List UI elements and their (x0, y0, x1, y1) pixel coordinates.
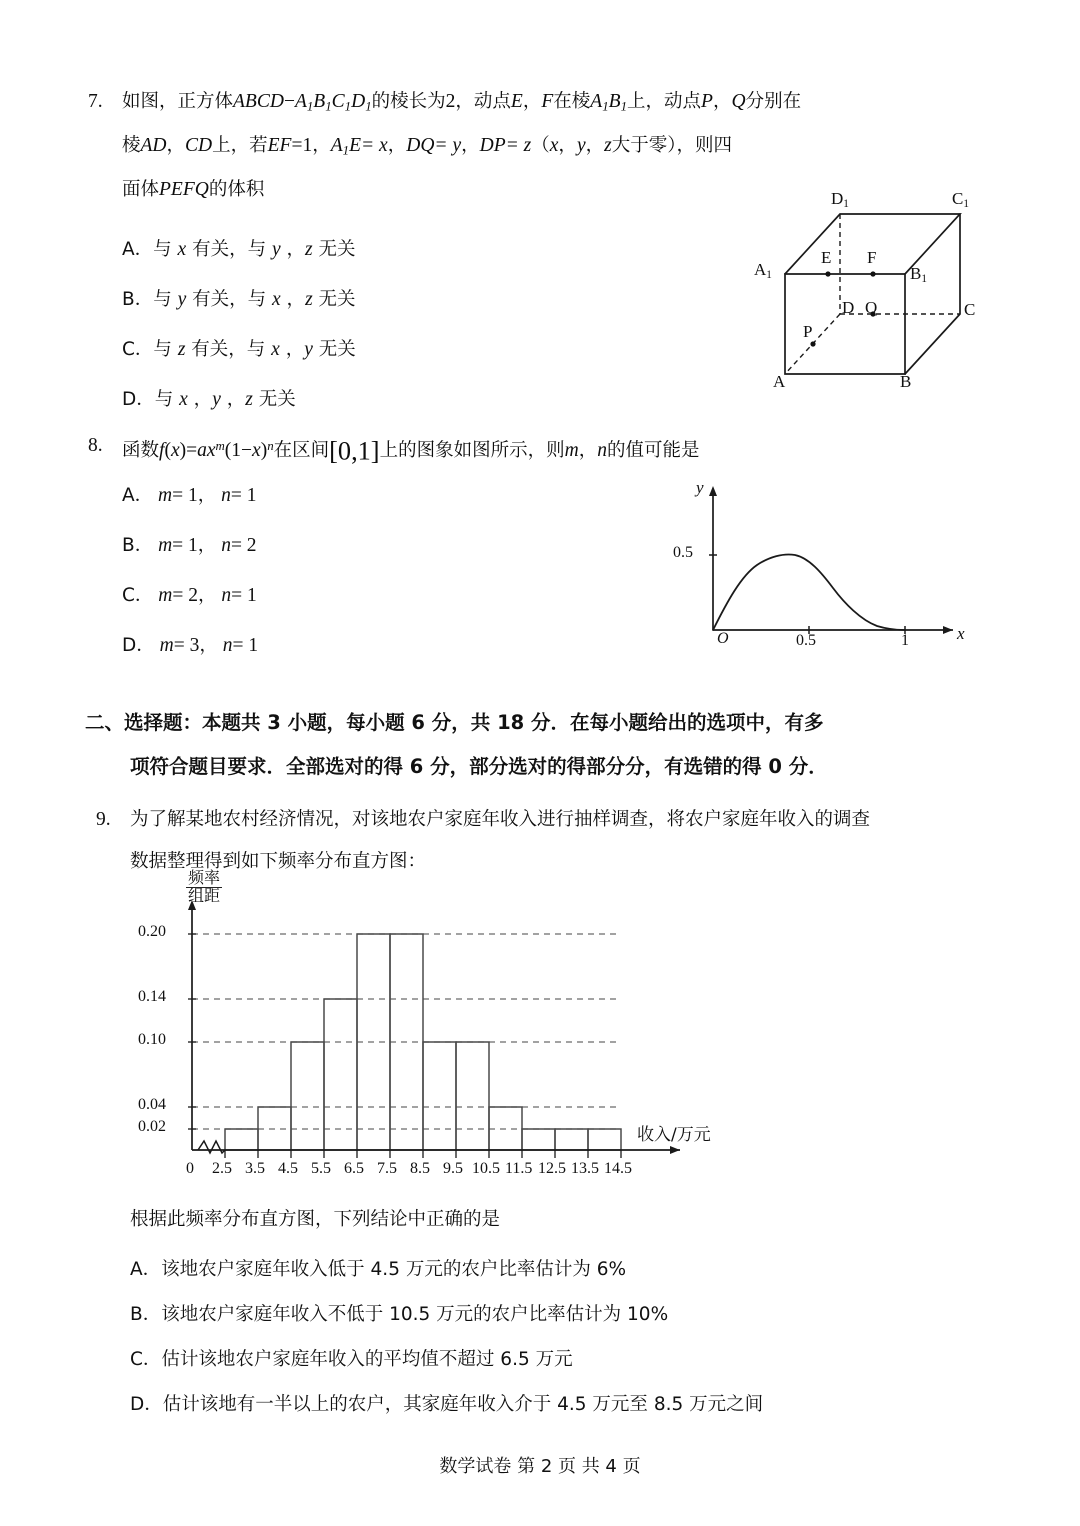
cube-label-A: A (773, 372, 786, 391)
q8-x3: x (252, 440, 261, 462)
q9-histogram (138, 868, 770, 1192)
q8-option-b-m: m (158, 535, 173, 556)
q7-cube-figure (745, 188, 995, 400)
cube-label-C1-sub: 1 (963, 198, 969, 211)
q7-option-a-v3: z (305, 239, 313, 260)
ytick-label-0.14: 0.14 (138, 988, 166, 1005)
histogram-gridlines (192, 934, 620, 1129)
q7-A1E-E: E (349, 135, 362, 156)
q8-option-b-n: n (221, 535, 231, 556)
section2-line2-text: 项符合题目要求．全部选对的得 6 分，部分选对的得部分分，有选错的得 0 分． (130, 755, 828, 778)
q7-option-b-v2: x (272, 289, 281, 310)
q9-option-b[interactable] (130, 1293, 668, 1337)
q8-stem-text1: 函数 (122, 440, 160, 462)
histogram-x-arrow (670, 1146, 680, 1154)
q7-option-b-v3: z (305, 289, 313, 310)
q9-prompt (130, 1198, 500, 1242)
cube-svg (745, 188, 995, 400)
xtick-label-13.5: 13.5 (571, 1160, 599, 1177)
q7-option-d-v2: y (212, 389, 221, 410)
xtick-label-8.5: 8.5 (410, 1160, 430, 1177)
q7-tetra-PEFQ: PEFQ (159, 179, 209, 200)
q8-option-a-meq: = 1 (172, 485, 198, 506)
q7-option-b-label: B． (122, 289, 154, 310)
q7-option-c-v3: y (304, 339, 313, 360)
q8-m-var: m (564, 440, 579, 462)
q7-stem-line3 (122, 168, 264, 212)
q8-graph-svg (665, 472, 975, 658)
q8-ytick-label-0.5: 0.5 (673, 544, 693, 561)
xtick-label-11.5: 11.5 (505, 1160, 533, 1177)
q7-option-a-t2: 有关，与 (186, 239, 272, 260)
q8-option-a-m: m (158, 485, 173, 506)
q7-l2-comma6: ， (585, 135, 605, 156)
q8-option-b-comma: ， (197, 535, 217, 556)
q7-option-d-v3: z (245, 389, 253, 410)
q8-f: f (159, 440, 165, 462)
q7-l2-text3: 大于零 (611, 135, 668, 156)
q7-option-d-t6: 无关 (252, 389, 296, 410)
q9-option-b-label: B． (130, 1304, 162, 1325)
q8-option-c-neq: = 1 (231, 585, 257, 606)
histogram-x-axis-caption: 收入/万元 (637, 1125, 711, 1145)
xtick-label-12.5: 12.5 (538, 1160, 566, 1177)
q7-var-y: y (576, 135, 586, 156)
point-P-dot (810, 341, 815, 346)
bar-9.5-10.5 (456, 1042, 489, 1150)
cube-label-C1-text: C (952, 189, 964, 208)
q7-D1-sub: 1 (365, 99, 372, 114)
cube-label-A1-sub: 1 (766, 269, 772, 282)
q7-l2-text2: 上，若 (212, 135, 268, 156)
q7-option-b[interactable] (122, 278, 356, 322)
q8-option-a-n: n (221, 485, 231, 506)
q8-xtick-label-1: 1 (901, 632, 909, 649)
q8-stem-text2: 在区间 (273, 440, 330, 462)
histogram-y-axis-caption (186, 870, 222, 905)
cube-label-B: B (900, 372, 912, 391)
q8-x2: x (206, 440, 216, 462)
q7-A1E: A (330, 135, 343, 156)
section2-line1-text: 二、选择题：本题共 3 小题，每小题 6 分，共 18 分．在每小题给出的选项中，有多 (85, 711, 824, 734)
q8-option-c-comma: ， (198, 585, 217, 606)
q7-stem-text: 如图，正方体 (122, 91, 234, 112)
q7-option-d[interactable] (122, 378, 296, 422)
q8-option-c-m: m (158, 585, 173, 606)
q7-l2-comma4: ， (461, 135, 480, 156)
q7-A1: A (294, 91, 307, 112)
q7-option-d-t2: ， (187, 389, 213, 410)
q8-number: 8. (88, 435, 103, 456)
y-caption-denominator: 组距 (188, 885, 221, 905)
q7-var-x: x (549, 135, 559, 156)
q7-option-b-t6: 无关 (312, 289, 356, 310)
q9-prompt-text: 根据此频率分布直方图，下列结论中正确的是 (130, 1209, 501, 1230)
q8-option-b-neq: = 2 (230, 535, 257, 556)
cube-label-B1-text: B (910, 264, 922, 283)
ytick-label-0.04: 0.04 (138, 1096, 166, 1113)
q7-comma-1: ， (522, 91, 542, 112)
cube-label-D1 (831, 189, 849, 210)
q9-option-c[interactable] (130, 1338, 573, 1382)
cube-label-B1-sub: 1 (921, 273, 927, 286)
q8-stem-text4: 的值可能是 (606, 440, 700, 462)
y-caption-numerator: 频率 (188, 868, 221, 887)
q8-option-d-neq: = 1 (232, 635, 259, 656)
xtick-label-10.5: 10.5 (472, 1160, 500, 1177)
q7-B1: B (313, 91, 326, 112)
ytick-label-0.10: 0.10 (138, 1031, 166, 1048)
q8-option-b[interactable] (122, 524, 257, 568)
q8-m-exp: m (215, 439, 225, 453)
xtick-label-0: 0 (186, 1160, 194, 1177)
q7-option-a-t4: ， (280, 239, 306, 260)
cube-label-P: P (803, 322, 813, 341)
q9-number: 9. (96, 809, 111, 830)
q7-l2-paren-open: （ (531, 135, 550, 156)
q8-option-a-neq: = 1 (230, 485, 257, 506)
q7-text-3: 分别在 (745, 91, 802, 112)
cube-label-Q: Q (865, 298, 878, 317)
histogram-x-ticks (225, 1150, 621, 1158)
bar-13.5-14.5 (588, 1129, 621, 1150)
q7-dash: − (283, 91, 295, 112)
q7-comma-2: ， (712, 91, 732, 112)
q7-l3-text1: 面体 (122, 179, 160, 200)
bar-2.5-3.5 (225, 1129, 258, 1150)
q8-curve (713, 554, 905, 630)
q8-option-b-meq: = 1 (172, 535, 198, 556)
xtick-label-14.5: 14.5 (604, 1160, 632, 1177)
q9-option-d-text: 估计该地有一半以上的农户，其家庭年收入介于 4.5 万元至 8.5 万元之间 (162, 1394, 764, 1415)
cube-label-B1 (910, 264, 927, 285)
q9-option-a-label: A． (130, 1259, 162, 1280)
xtick-label-4.5: 4.5 (278, 1160, 298, 1177)
xtick-label-7.5: 7.5 (377, 1160, 397, 1177)
ytick-label-0.02: 0.02 (138, 1118, 166, 1135)
q7-option-a-label: A． (122, 239, 154, 260)
q8-option-d-meq: = 3 (173, 635, 200, 656)
q7-option-c-t4: ， (279, 339, 305, 360)
q7-point-F: F (541, 91, 554, 112)
q8-a: a (197, 440, 207, 462)
q8-x-arrow (943, 626, 953, 634)
q9-option-d[interactable] (130, 1383, 763, 1427)
q7-DQ: DQ (406, 135, 435, 156)
bar-11.5-12.5 (522, 1129, 555, 1150)
q8-option-a-label: A． (122, 485, 154, 506)
q7-l3-text2: 的体积 (208, 179, 265, 200)
q7-l2-comma5: ， (558, 135, 577, 156)
q8-origin-label: O (717, 630, 729, 647)
bar-5.5-6.5 (324, 999, 357, 1150)
q7-A1-sub: 1 (306, 99, 314, 114)
q8-ylabel: y (696, 478, 704, 497)
q8-option-c[interactable] (122, 574, 257, 618)
q7-D1: D (351, 91, 366, 112)
x-axis-break-zigzag (198, 1141, 225, 1153)
q7-l2-comma1: ， (166, 135, 186, 156)
cube-label-D1-text: D (831, 189, 844, 208)
q7-edge-B1-sub: 1 (620, 99, 628, 114)
xtick-label-9.5: 9.5 (443, 1160, 463, 1177)
q8-option-a[interactable] (122, 474, 257, 518)
q8-option-d-m: m (159, 635, 174, 656)
q7-edge-value: 2 (445, 91, 456, 112)
q7-edge-AD: AD (140, 135, 167, 156)
q7-option-b-t4: ， (280, 289, 306, 310)
xtick-label-5.5: 5.5 (311, 1160, 331, 1177)
q8-paren3: (1− (224, 440, 253, 462)
q7-option-c-t6: 无关 (312, 339, 356, 360)
q8-paren1: ( (164, 440, 171, 462)
q8-xtick-label-0.5: 0.5 (796, 632, 816, 649)
q7-C1: C (331, 91, 345, 112)
q7-point-E: E (510, 91, 523, 112)
cube-right-face (905, 214, 960, 374)
cube-label-C: C (964, 300, 976, 319)
bar-8.5-9.5 (423, 1042, 456, 1150)
q9-option-b-text: 该地农户家庭年收入不低于 10.5 万元的农户比率估计为 10% (161, 1304, 669, 1325)
q7-DP-eq: = z (505, 135, 532, 156)
q8-n-var: n (597, 440, 607, 462)
cube-label-A1-text: A (754, 260, 767, 279)
q7-point-Q: Q (731, 91, 746, 112)
q9-stem-line2-text: 数据整理得到如下频率分布直方图： (130, 851, 427, 872)
q7-var-z: z (604, 135, 612, 156)
q7-stem-line2 (122, 124, 1002, 173)
q7-cube-name: ABCD (233, 91, 284, 112)
cube-label-C1 (952, 189, 969, 210)
q8-option-c-n: n (221, 585, 232, 606)
section2-heading-line1 (85, 700, 824, 747)
ytick-label-0.20: 0.20 (138, 923, 166, 940)
q7-option-b-t2: 有关，与 (186, 289, 273, 310)
cube-label-A1 (754, 260, 772, 281)
q8-paren2: ) (179, 440, 187, 462)
point-F-dot (870, 271, 875, 276)
q7-edge-A1-sub: 1 (602, 99, 609, 114)
q8-option-c-label: C． (122, 585, 154, 606)
cube-label-D1-sub: 1 (843, 198, 849, 211)
cube-label-D: D (842, 298, 855, 317)
q9-option-a[interactable] (130, 1248, 626, 1292)
q9-option-d-label: D． (130, 1394, 163, 1415)
bar-12.5-13.5 (555, 1129, 588, 1150)
q8-stem-comma: ， (578, 440, 598, 462)
xtick-label-2.5: 2.5 (212, 1160, 232, 1177)
q8-n-exp: n (267, 439, 274, 453)
q8-option-d[interactable] (122, 624, 258, 668)
q7-DQ-eq: = y (434, 135, 462, 156)
q8-xlabel: x (957, 624, 965, 643)
q7-EF: EF (267, 135, 292, 156)
q7-option-c-t2: 有关，与 (185, 339, 272, 360)
q7-option-c[interactable] (122, 328, 356, 372)
q7-l2-comma3: ， (387, 135, 407, 156)
q7-l2-text4: ，则四 (676, 135, 732, 156)
q7-option-d-t4: ， (220, 389, 246, 410)
q7-on-edge-text: 在棱 (553, 91, 591, 112)
q7-number: 7. (88, 91, 103, 112)
xtick-label-3.5: 3.5 (245, 1160, 265, 1177)
q8-option-d-label: D． (122, 635, 155, 656)
q7-B1-sub: 1 (325, 99, 332, 114)
q8-stem (122, 424, 992, 473)
q9-option-c-text: 估计该地农户家庭年收入的平均值不超过 6.5 万元 (161, 1349, 573, 1370)
q7-DP: DP (479, 135, 506, 156)
q8-option-c-meq: = 2 (172, 585, 199, 606)
q7-A1E-sub: 1 (342, 143, 350, 158)
q7-option-a-v2: y (271, 239, 281, 260)
q8-option-d-comma: ， (199, 635, 218, 656)
q7-option-a[interactable] (122, 228, 356, 272)
q8-interval: [0,1] (329, 436, 380, 466)
q7-stem-line1 (122, 80, 992, 129)
q7-edge-B1: B (608, 91, 621, 112)
q7-point-P: P (701, 91, 713, 112)
q8-x1: x (170, 440, 180, 462)
cube-label-F: F (867, 248, 877, 267)
q7-option-c-label: C． (122, 339, 154, 360)
q7-l2-text1: 棱 (122, 135, 141, 156)
q7-l2-comma2: ， (312, 135, 331, 156)
q7-EF-eq: =1 (291, 135, 313, 156)
q7-option-b-v1: y (177, 289, 187, 310)
q9-option-a-text: 该地农户家庭年收入低于 4.5 万元的农户比率估计为 6% (161, 1259, 627, 1280)
q7-option-d-label: D． (122, 389, 155, 410)
q7-edge-A1: A (590, 91, 603, 112)
q8-eq: = (186, 440, 198, 462)
q7-option-c-v2: x (271, 339, 280, 360)
page-footer: 数学试卷 第 2 页 共 4 页 (439, 1456, 641, 1477)
q9-stem-line1-text: 为了解某地农村经济情况，对该地农户家庭年收入进行抽样调查，将农户家庭年收入的调查 (130, 809, 871, 830)
q8-option-a-comma: ， (197, 485, 217, 506)
q7-edge-CD: CD (185, 135, 213, 156)
xtick-label-6.5: 6.5 (344, 1160, 364, 1177)
bar-4.5-5.5 (291, 1042, 324, 1150)
q8-paren4: ) (260, 440, 268, 462)
q8-function-graph (665, 472, 975, 658)
q7-option-d-t0: 与 (154, 389, 180, 410)
cube-label-E: E (821, 248, 832, 267)
q7-option-c-t0: 与 (153, 339, 178, 360)
section2-heading-line2 (130, 744, 828, 791)
q8-y-arrow (709, 486, 717, 496)
q7-text-2: 上，动点 (627, 91, 702, 112)
q9-stem-line1 (130, 798, 870, 842)
q7-option-b-t0: 与 (153, 289, 178, 310)
point-E-dot (825, 271, 830, 276)
q8-option-d-n: n (222, 635, 233, 656)
q7-moving-text: ，动点 (455, 91, 511, 112)
q7-option-a-t6: 无关 (312, 239, 356, 260)
q7-option-d-v1: x (179, 389, 188, 410)
q7-option-a-t0: 与 (153, 239, 178, 260)
q7-l2-paren-close: ） (667, 135, 677, 156)
q8-option-b-label: B． (122, 535, 154, 556)
q9-option-c-label: C． (130, 1349, 162, 1370)
q7-A1E-eq: = x (361, 135, 388, 156)
q7-C1-sub: 1 (344, 99, 352, 114)
q8-stem-text3: 上的图象如图所示，则 (379, 440, 565, 462)
q7-option-c-v1: z (177, 339, 186, 360)
q7-edge-text: 的棱长为 (371, 91, 446, 112)
q7-option-a-v1: x (177, 239, 187, 260)
